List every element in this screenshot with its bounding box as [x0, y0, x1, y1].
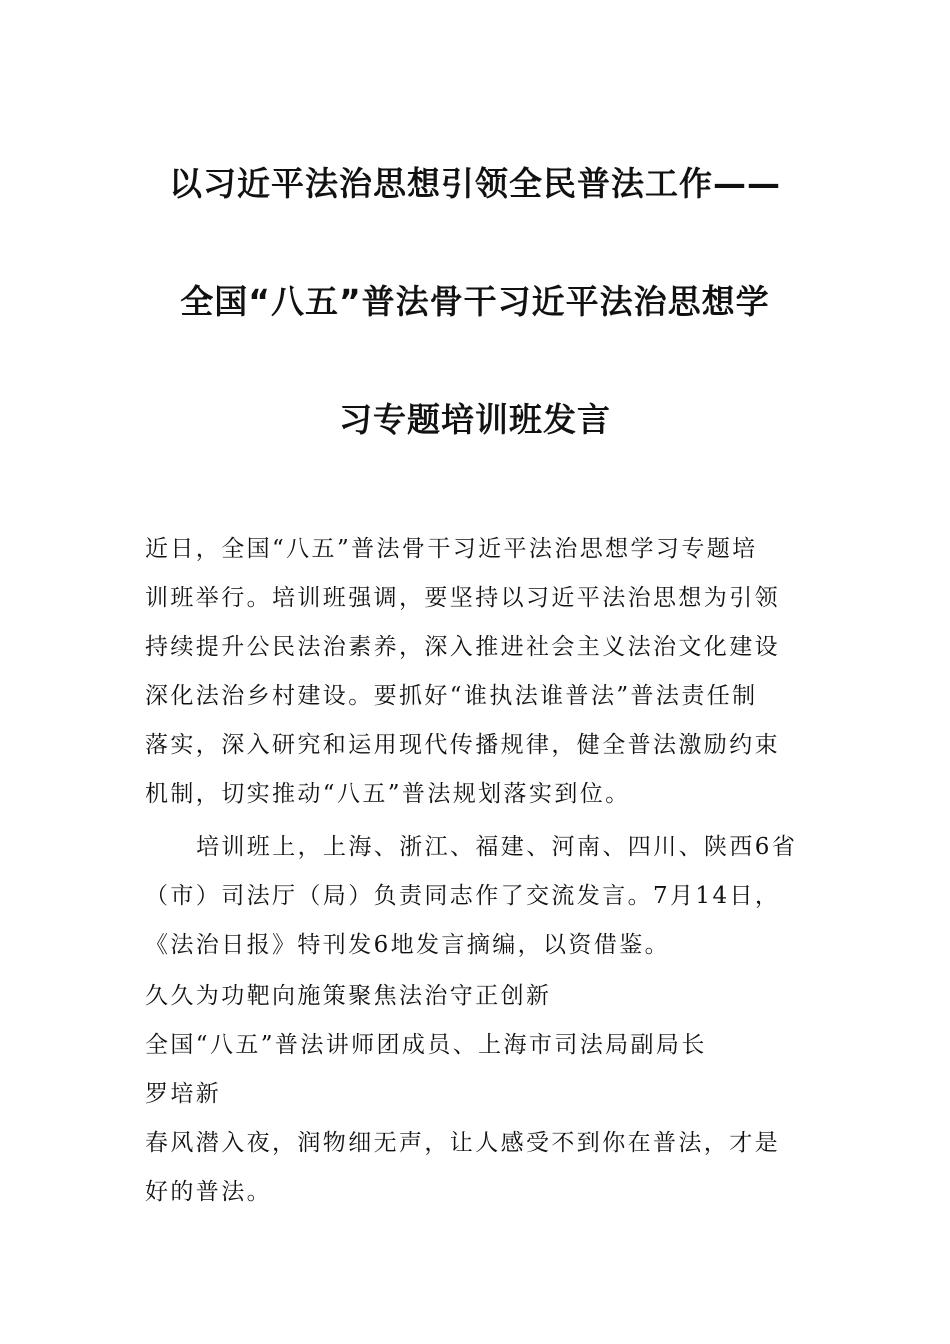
title-line-3: 习专题培训班发言 — [339, 400, 611, 439]
text-line: 持续提升公民法治素养，深入推进社会主义法治文化建设 — [145, 634, 780, 660]
author-name: 罗培新 — [145, 1081, 222, 1107]
title-line-2: 全国“八五”普法骨干习近平法治思想学 — [180, 282, 770, 321]
section-heading: 久久为功靶向施策聚焦法治守正创新 — [145, 983, 552, 1009]
text-line: 好的普法。 — [145, 1179, 272, 1205]
text-line: 深化法治乡村建设。要抓好“谁执法谁普法”普法责任制 — [145, 683, 758, 709]
paragraph-intro — [145, 525, 810, 819]
text-line: 训班举行。培训班强调，要坚持以习近平法治思想为引领 — [145, 585, 780, 611]
author-title: 全国“八五”普法讲师团成员、上海市司法局副局长 — [145, 1032, 707, 1058]
text-line: 机制，切实推动“八五”普法规划落实到位。 — [145, 781, 631, 807]
text-line: （市）司法厅（局）负责同志作了交流发言。7月14日， — [145, 883, 781, 909]
text-line: 培训班上，上海、浙江、福建、河南、四川、陕西6省 — [196, 834, 798, 860]
paragraph-quote — [145, 1119, 810, 1217]
text-line: 近日，全国“八五”普法骨干习近平法治思想学习专题培 — [145, 536, 758, 562]
title-line-1: 以习近平法治思想引领全民普法工作—— — [169, 164, 781, 203]
paragraph-training — [145, 823, 810, 970]
text-line: 落实，深入研究和运用现代传播规律，健全普法激励约束 — [145, 732, 780, 758]
text-line: 《法治日报》特刊发6地发言摘编，以资借鉴。 — [145, 932, 671, 958]
text-line: 春风潜入夜，润物细无声，让人感受不到你在普法，才是 — [145, 1130, 780, 1156]
